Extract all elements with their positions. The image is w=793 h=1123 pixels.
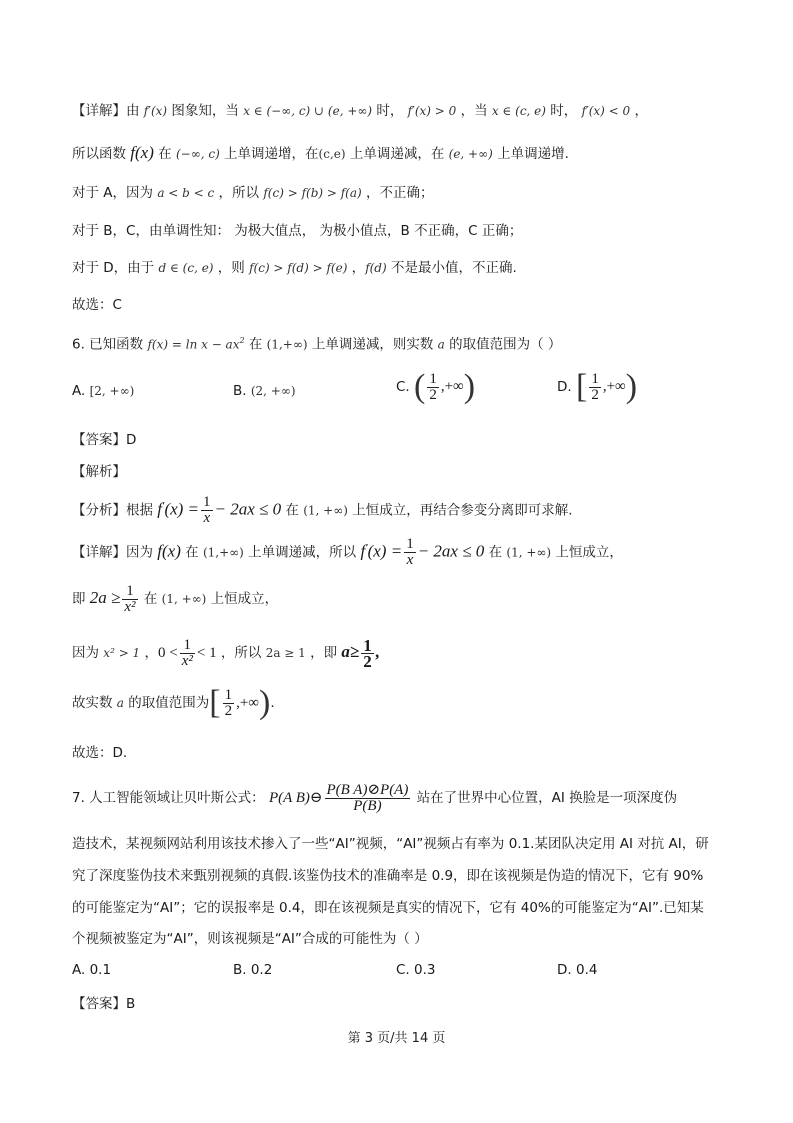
math: a [437,337,445,352]
question-7-line-5: 个视频被鉴定为“AI”，则该视频是“AI”合成的可能性为（ ） [72,931,428,947]
analysis-6-ji: 即 2a ≥ $\frac{1}{\text{x²}}$ 在 (1, +∞) 上恒成立， [72,582,279,615]
analysis-6-heading: 【解析】 [72,464,126,480]
math: f′(x) < 0 [581,104,631,118]
answer-6: 【答案】D [72,432,137,448]
math: f′(x) > 0 [407,104,457,118]
math: (−∞, c) [175,147,220,161]
math: f(c) > f(b) > f(a) [263,186,362,200]
option-d-analysis: 对于 D，由于 d ∈ (c, e) ，则 f(c) > f(d) > f(e) ，f(d) 不是最小值，不正确. [72,260,517,276]
detail-line-2: 所以函数 f(x) 在 (−∞, c) 上单调递增，在(c,e) 上单调递减，在 (e, +∞) 上单调递增. [72,143,569,162]
math: (c,e) [318,147,346,161]
q6-option-b: B. (2, +∞) [233,383,296,399]
q7-option-a: A. 0.1 [72,962,112,978]
analysis-6-yinwei: 因为 x² > 1 ，0 < $\frac{1}{\text{x²}}$ < 1 ，所以 2a ≥ 1 ，即 a≥ $\frac{1}{2}$ , [72,635,380,671]
math: x ∈ (c, e) [491,104,546,118]
math: a < b < c [157,186,215,200]
question-7-line-3: 究了深度鉴伪技术来甄别视频的真假.该鉴伪技术的准确率是 0.9，即在该视频是伪造的情况下，它有 90% [72,868,704,884]
q6-option-c: C. ( $\frac{1}{2}$ ,+∞) [396,368,476,405]
math: (1,+∞) [266,337,308,352]
math: f′(x) [143,104,168,118]
math: f(c) > f(d) > f(e) [249,261,348,275]
q6-option-a: A. [2, +∞) [72,383,135,399]
option-bc-analysis: 对于 B，C，由单调性知： 为极大值点， 为极小值点，B 不正确，C 正确； [72,223,523,239]
math: (e, +∞) [448,147,493,161]
choice-d: 故选：D. [72,745,128,761]
option-a-analysis: 对于 A，因为 a < b < c ，所以 f(c) > f(b) > f(a) ，不正确； [72,185,434,201]
q7-option-d: D. 0.4 [557,962,598,978]
choice-c: 故选：C [72,297,122,313]
analysis-6-fenxi: 【分析】根据 f′(x) = $\frac{1}{x}$ − 2ax ≤ 0 在 (1, +∞) 上恒成立，再结合参变分离即可求解. [72,494,573,526]
answer-7: 【答案】B [72,996,136,1012]
math: d ∈ (c, e) [158,261,214,275]
question-7: 7. 人工智能领域让贝叶斯公式： P(A B)⊖ $\frac{\text{P(B A)⊘P(A)}}{P(B)}$ 站在了世界中心位置，AI 换脸是一项深度伪 [72,781,678,814]
math: x ∈ (−∞, c) ∪ (e, +∞) [243,104,373,118]
q7-option-c: C. 0.3 [396,962,436,978]
math: f(d) [365,261,387,275]
math: f(x) = ln x − ax [147,337,240,352]
analysis-6-xiangjie: 【详解】因为 f(x) 在 (1,+∞) 上单调递减，所以 f′(x) = $\frac{1}{x}$ − 2ax ≤ 0 在 (1, +∞) 上恒成立， [72,536,623,568]
math: f(x) [130,143,154,162]
analysis-6-range: 故实数 a 的取值范围为[ $\frac{1}{2}$ ,+∞). [72,684,275,721]
question-7-line-4: 的可能鉴定为“AI”；它的误报率是 0.4，即在该视频是真实的情况下，它有 40%的可能鉴定为“AI”.已知某 [72,900,704,916]
page-footer: 第 3 页/共 14 页 [347,1031,446,1046]
question-6: 6. 已知函数 $f(x) = \ln x - ax^2$ 在 (1,+∞) 上单调递减，则实数 a 的取值范围为（ ） [72,336,562,353]
q6-option-d: D. [ $\frac{1}{2}$ ,+∞) [557,368,638,405]
question-7-line-2: 造技术，某视频网站利用该技术掺入了一些“AI”视频，“AI”视频占有率为 0.1.某团队决定用 AI 对抗 AI，研 [72,836,709,852]
math: [2, +∞) [89,384,135,398]
detail-line-1: 【详解】由 f′(x) 图象知，当 x ∈ (−∞, c) ∪ (e, +∞) 时， f′(x) > 0 ，当 x ∈ (c, e) 时， f′(x) < 0 ， [72,103,648,119]
math: (2, +∞) [250,384,296,398]
q7-option-b: B. 0.2 [233,962,273,978]
